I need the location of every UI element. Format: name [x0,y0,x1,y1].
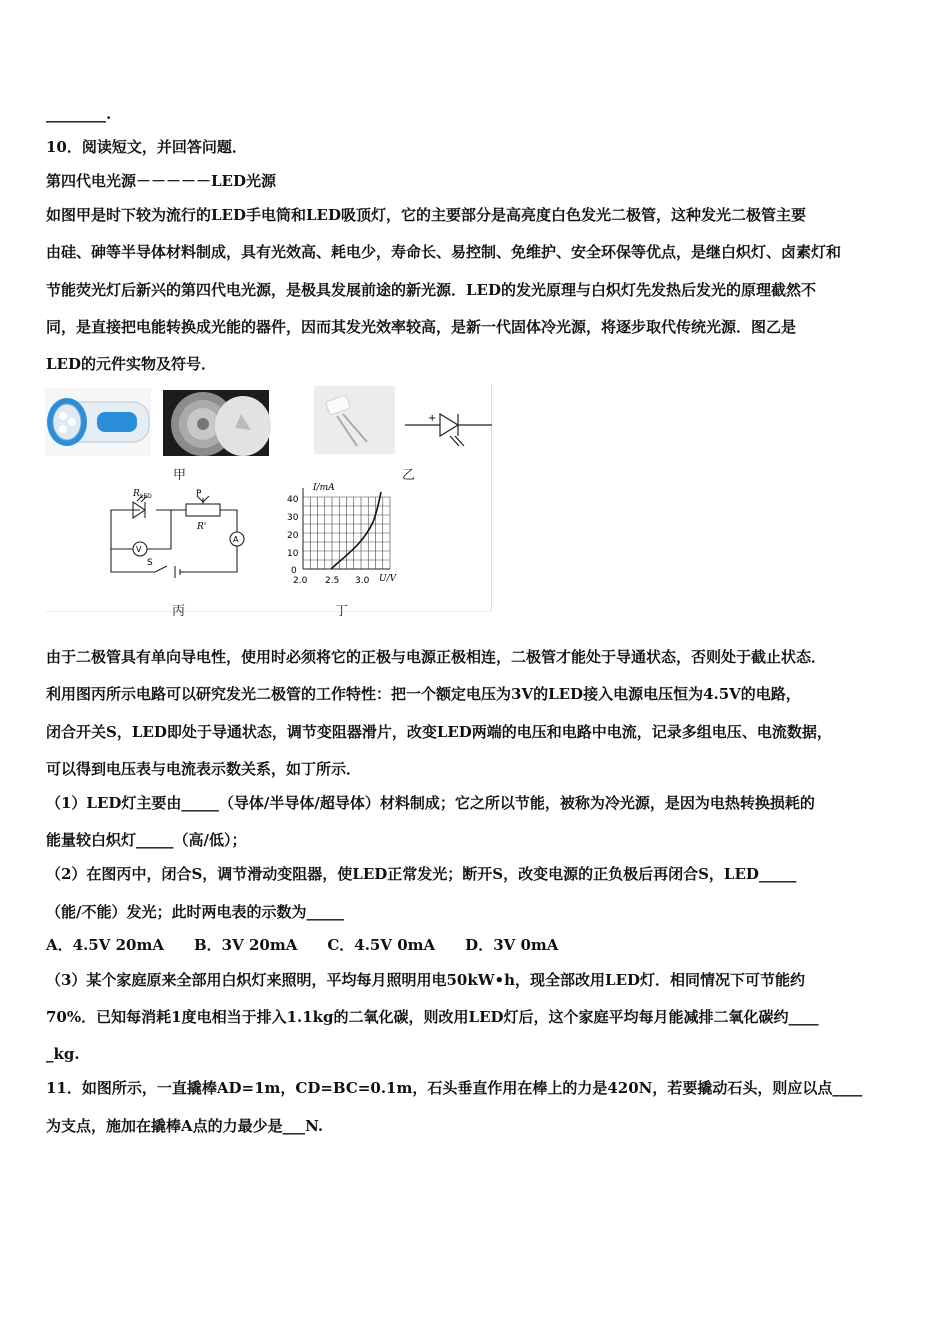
sub-question-3-cont: 70%．已知每消耗1度电相当于排入1.1kg的二氧化碳，则改用LED灯后，这个家庭平均每月能减排二氧化碳约____ [46,1008,819,1026]
sub-question-2-cont: （能/不能）发光；此时两电表的示数为_____ [46,903,344,921]
led-figure [45,384,492,612]
caption-jia: 甲 [173,468,187,483]
sub-question-1-cont: 能量较白炽灯_____（高/低）； [46,831,247,849]
x-axis-label: U/V [379,574,397,584]
y-axis-label: I/mA [313,483,335,493]
ammeter-label: A [233,535,239,544]
article-title: 第四代电光源－－－－－LED光源 [46,172,276,190]
led-component-image [314,386,395,454]
paragraph-line: 闭合开关S，LED即处于导通状态，调节变阻器滑片，改变LED两端的电压和电路中电流，记录多组电压、电流数据， [46,723,832,741]
paragraph-line: 由硅、砷等半导体材料制成，具有光效高、耗电少，寿命长、易控制、免维护、安全环保等优点，是继白炽灯、卤素灯和 [46,243,842,261]
paragraph-line: 可以得到电压表与电流表示数关系，如丁所示． [46,760,362,778]
paragraph-line: 由于二极管具有单向导电性，使用时必须将它的正极与电源正极相连，二极管才能处于导通状态，否则处于截止状态． [46,648,827,666]
ceiling-lamp-image [163,390,271,456]
y-tick: 20 [287,531,299,541]
paragraph-line: LED的元件实物及符号． [46,355,216,373]
caption-yi: 乙 [402,468,416,483]
iu-graph [303,488,390,569]
answer-blank-line: ________. [46,105,112,123]
sub-question-3-unit: _kg. [46,1045,80,1063]
question-10-title: 10．阅读短文，并回答问题． [46,138,247,156]
iu-curve [331,492,381,569]
paragraph-line: 同，是直接把电能转换成光能的器件，因而其发光效率较高，是新一代固体冷光源，将逐步取代传统光源．图乙是 [46,318,797,336]
x-tick: 3.0 [355,576,370,586]
y-tick: 10 [287,549,299,559]
r-led-subscript: LED [140,493,152,500]
sub-question-1: （1）LED灯主要由_____（导体/半导体/超导体）材料制成；它之所以节能，被称为冷光源，是因为电热转换损耗的 [46,794,815,812]
y-tick: 30 [287,513,299,523]
circuit-diagram [111,495,244,578]
paragraph-line: 利用图丙所示电路可以研究发光二极管的工作特性：把一个额定电压为3V的LED接入电源电压恒为4.5V的电路， [46,685,801,703]
question-11-cont: 为支点，施加在撬棒A点的力最少是___N. [46,1117,324,1135]
r-led-label: R [133,489,140,499]
y-tick: 0 [291,566,297,576]
x-tick: 2.5 [325,576,340,586]
flashlight-image [45,388,151,456]
led-symbol [405,414,492,446]
led-plus-sign: + [428,413,437,424]
slider-p-label: P [196,489,202,499]
x-tick: 2.0 [293,576,308,586]
caption-ding: 丁 [335,604,349,619]
rheostat-label: R' [197,522,207,532]
question-11: 11．如图所示，一直撬棒AD=1m，CD=BC=0.1m，石头垂直作用在棒上的力是420N，若要撬动石头，则应以点____ [46,1079,863,1097]
paragraph-line: 如图甲是时下较为流行的LED手电筒和LED吸顶灯，它的主要部分是高亮度白色发光二极管，这种发光二极管主要 [46,206,806,224]
answer-choices: A．4.5V 20mA B．3V 20mA C．4.5V 0mA D．3V 0mA [46,936,559,954]
y-tick: 40 [287,495,299,505]
voltmeter-label: V [136,545,142,554]
sub-question-2: （2）在图丙中，闭合S，调节滑动变阻器，使LED正常发光；断开S，改变电源的正负极后再闭合S，LED_____ [46,865,797,883]
switch-label: S [147,558,153,568]
caption-bing: 丙 [172,604,186,619]
sub-question-3: （3）某个家庭原来全部用白炽灯来照明，平均每月照明用电50kW•h，现全部改用LED灯．相同情况下可节能约 [46,971,806,989]
paragraph-line: 节能荧光灯后新兴的第四代电光源，是极具发展前途的新光源．LED的发光原理与白炽灯先发热后发光的原理截然不 [46,281,816,299]
